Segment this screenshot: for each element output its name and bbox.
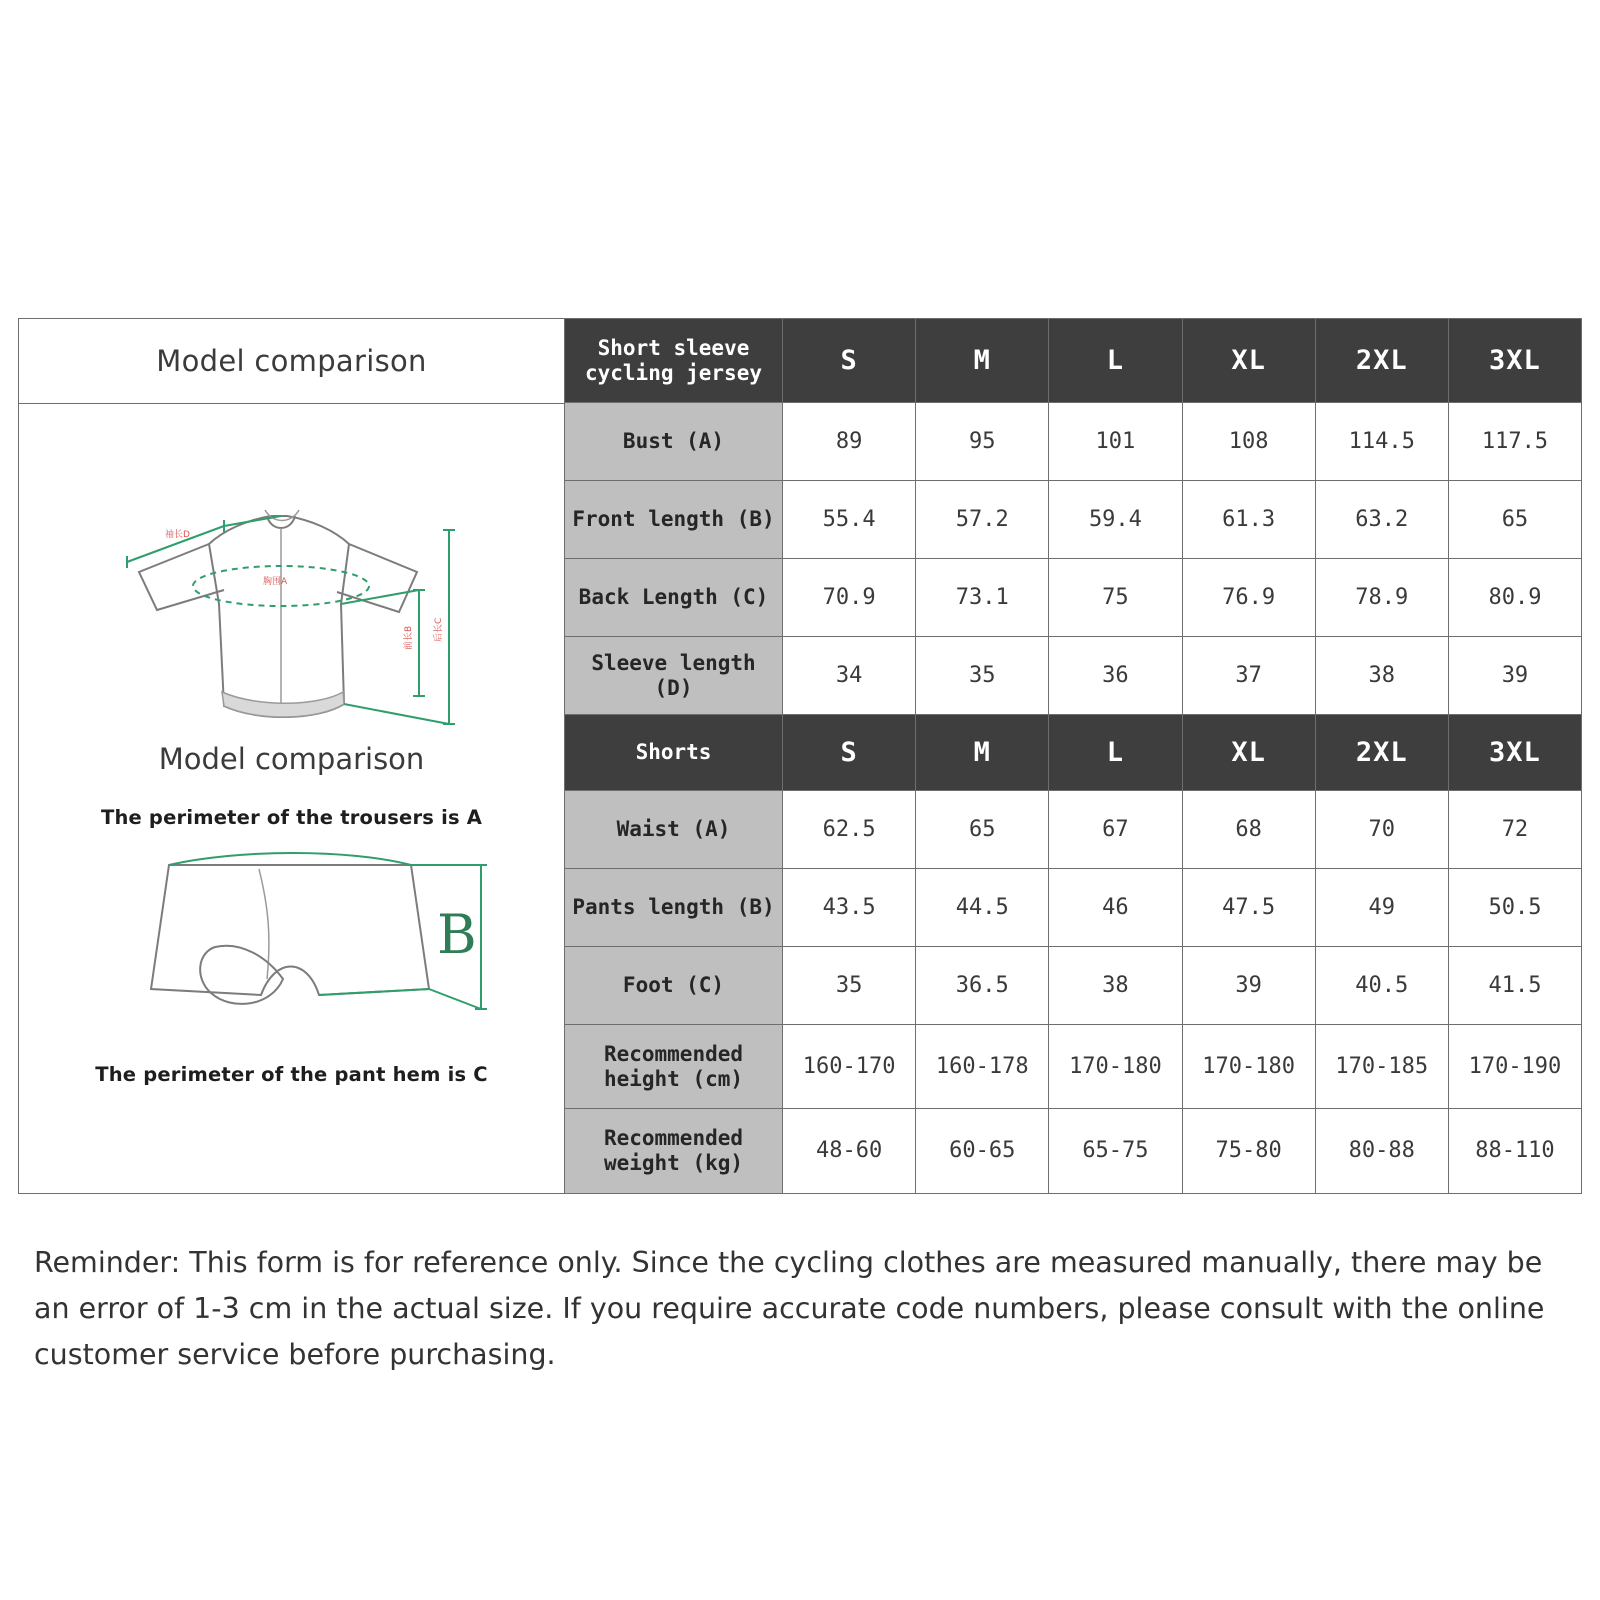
cell-sleeve-2xl: 38 <box>1316 637 1449 715</box>
cell-foot-l: 38 <box>1049 947 1182 1025</box>
cell-sleeve-3xl: 39 <box>1449 637 1581 715</box>
cell-bust-3xl: 117.5 <box>1449 403 1581 481</box>
shorts-size-2xl: 2XL <box>1316 715 1449 791</box>
table-row <box>565 791 1581 869</box>
cell-height-s: 160-170 <box>783 1025 916 1109</box>
cell-bust-m: 95 <box>916 403 1049 481</box>
size-chart <box>18 318 1582 1194</box>
cell-foot-s: 35 <box>783 947 916 1025</box>
jersey-size-m: M <box>916 319 1049 403</box>
cell-waist-m: 65 <box>916 791 1049 869</box>
cell-front-m: 57.2 <box>916 481 1049 559</box>
shorts-size-l: L <box>1049 715 1182 791</box>
cell-sleeve-l: 36 <box>1049 637 1182 715</box>
cell-back-2xl: 78.9 <box>1316 559 1449 637</box>
row-label-pants-length: Pants length (B) <box>565 869 783 947</box>
table-row <box>565 1109 1581 1193</box>
cell-waist-l: 67 <box>1049 791 1182 869</box>
recommended-weight-line1: Recommended <box>603 1126 744 1151</box>
measurements-table <box>565 319 1581 1193</box>
cell-pants-xl: 47.5 <box>1183 869 1316 947</box>
jersey-size-3xl: 3XL <box>1449 319 1581 403</box>
cell-front-l: 59.4 <box>1049 481 1182 559</box>
jersey-label-bust-a: 胸围A <box>263 577 288 587</box>
cell-back-3xl: 80.9 <box>1449 559 1581 637</box>
illustration-panel <box>19 319 565 1193</box>
jersey-label-back-c: 后长C <box>434 617 444 642</box>
reminder-text: Reminder: This form is for reference only. Since the cycling clothes are measured manually, there may be an error of 1-3 cm in the actual size. If you require accurate code numbers, please consult with the online customer service before purchasing. <box>34 1246 1545 1372</box>
cell-pants-s: 43.5 <box>783 869 916 947</box>
cell-waist-xl: 68 <box>1183 791 1316 869</box>
jersey-header-label <box>565 319 783 403</box>
row-label-recommended-weight <box>565 1109 783 1193</box>
jersey-label-front-b: 前长B <box>404 625 414 650</box>
cell-height-l: 170-180 <box>1049 1025 1182 1109</box>
cell-foot-2xl: 40.5 <box>1316 947 1449 1025</box>
cell-weight-m: 60-65 <box>916 1109 1049 1193</box>
row-label-bust: Bust (A) <box>565 403 783 481</box>
cell-back-xl: 76.9 <box>1183 559 1316 637</box>
row-label-foot: Foot (C) <box>565 947 783 1025</box>
recommended-height-line2: height (cm) <box>603 1066 744 1091</box>
row-label-waist: Waist (A) <box>565 791 783 869</box>
cell-sleeve-s: 34 <box>783 637 916 715</box>
shorts-size-m: M <box>916 715 1049 791</box>
table-row <box>565 869 1581 947</box>
shorts-diagram <box>19 829 565 1061</box>
jersey-label-sleeve-d: 袖长D <box>165 530 190 540</box>
jersey-header-label-text: Short sleeve cycling jersey <box>584 335 762 385</box>
cell-pants-l: 46 <box>1049 869 1182 947</box>
row-label-back-length: Back Length (C) <box>565 559 783 637</box>
cell-front-2xl: 63.2 <box>1316 481 1449 559</box>
shorts-label-b: B <box>437 903 477 966</box>
row-label-sleeve-length: Sleeve length (D) <box>565 637 783 715</box>
cell-bust-l: 101 <box>1049 403 1182 481</box>
shorts-size-s: S <box>783 715 916 791</box>
table-row <box>565 1025 1581 1109</box>
cell-weight-s: 48-60 <box>783 1109 916 1193</box>
model-comparison-title-bottom: Model comparison <box>158 742 425 776</box>
shorts-size-xl: XL <box>1183 715 1316 791</box>
jersey-header-row <box>565 319 1581 403</box>
cell-weight-3xl: 88-110 <box>1449 1109 1581 1193</box>
table-row <box>565 559 1581 637</box>
jersey-size-xl: XL <box>1183 319 1316 403</box>
trousers-perimeter-note: The perimeter of the trousers is A <box>100 806 483 829</box>
cell-foot-3xl: 41.5 <box>1449 947 1581 1025</box>
cell-pants-m: 44.5 <box>916 869 1049 947</box>
cell-bust-xl: 108 <box>1183 403 1316 481</box>
cell-foot-xl: 39 <box>1183 947 1316 1025</box>
shorts-header-label: Shorts <box>565 715 783 791</box>
table-row <box>565 403 1581 481</box>
shorts-svg <box>19 829 565 1061</box>
cell-weight-xl: 75-80 <box>1183 1109 1316 1193</box>
cell-front-xl: 61.3 <box>1183 481 1316 559</box>
cell-bust-2xl: 114.5 <box>1316 403 1449 481</box>
cell-pants-3xl: 50.5 <box>1449 869 1581 947</box>
cell-front-3xl: 65 <box>1449 481 1581 559</box>
cell-foot-m: 36.5 <box>916 947 1049 1025</box>
cell-height-m: 160-178 <box>916 1025 1049 1109</box>
cell-waist-3xl: 72 <box>1449 791 1581 869</box>
row-label-front-length: Front length (B) <box>565 481 783 559</box>
cell-front-s: 55.4 <box>783 481 916 559</box>
jersey-size-s: S <box>783 319 916 403</box>
cell-bust-s: 89 <box>783 403 916 481</box>
cell-weight-l: 65-75 <box>1049 1109 1182 1193</box>
shorts-header-row <box>565 715 1581 791</box>
table-row <box>565 481 1581 559</box>
jersey-svg <box>19 404 565 734</box>
cell-height-xl: 170-180 <box>1183 1025 1316 1109</box>
cell-height-2xl: 170-185 <box>1316 1025 1449 1109</box>
cell-back-m: 73.1 <box>916 559 1049 637</box>
row-label-recommended-height <box>565 1025 783 1109</box>
recommended-height-line1: Recommended <box>603 1041 744 1066</box>
model-comparison-title-top: Model comparison <box>19 319 564 404</box>
cell-back-l: 75 <box>1049 559 1182 637</box>
table-row <box>565 637 1581 715</box>
shorts-size-3xl: 3XL <box>1449 715 1581 791</box>
table-row <box>565 947 1581 1025</box>
cell-weight-2xl: 80-88 <box>1316 1109 1449 1193</box>
jersey-size-l: L <box>1049 319 1182 403</box>
cell-back-s: 70.9 <box>783 559 916 637</box>
jersey-size-2xl: 2XL <box>1316 319 1449 403</box>
pant-hem-perimeter-note: The perimeter of the pant hem is C <box>95 1063 488 1086</box>
cell-waist-s: 62.5 <box>783 791 916 869</box>
cell-pants-2xl: 49 <box>1316 869 1449 947</box>
illustration-body <box>19 404 564 1193</box>
cell-sleeve-xl: 37 <box>1183 637 1316 715</box>
jersey-diagram <box>19 404 565 734</box>
cell-height-3xl: 170-190 <box>1449 1025 1581 1109</box>
recommended-weight-line2: weight (kg) <box>603 1151 744 1175</box>
cell-waist-2xl: 70 <box>1316 791 1449 869</box>
cell-sleeve-m: 35 <box>916 637 1049 715</box>
